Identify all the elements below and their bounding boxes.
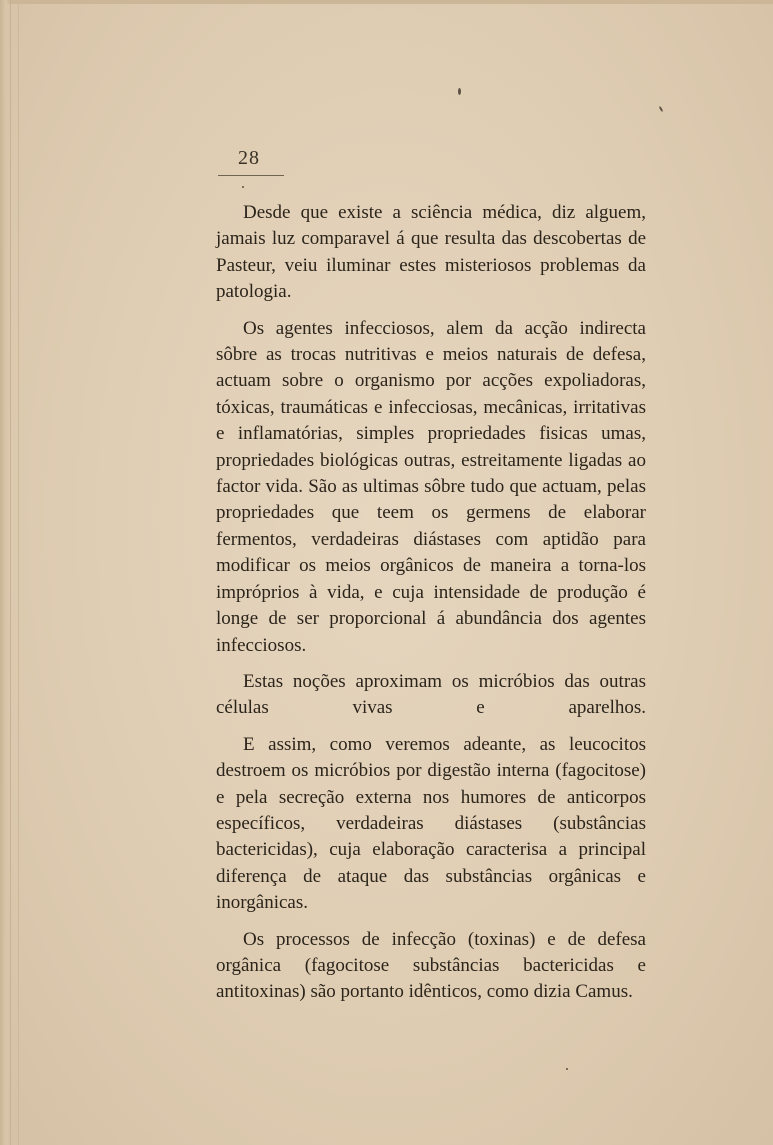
page-binding-edge xyxy=(0,0,11,1145)
ink-speck xyxy=(242,186,244,188)
page-top-edge xyxy=(0,0,773,4)
ink-speck xyxy=(566,1068,568,1070)
paragraph: Os processos de infecção (toxinas) e de defesa orgânica (fagocitose substâncias bactericidas e antitoxinas) são portanto idênticos, como dizia Camus. xyxy=(216,928,646,1003)
paragraph: Os agentes infecciosos, alem da acção indirecta sôbre as trocas nutritivas e meios naturais de defesa, actuam sobre o organismo por acções expoliadoras, tóxicas, traumáticas e infecciosas, mecânicas, irritativas e inflamatórias, simples propriedades fisicas umas, propriedades biológicas outras, estreitamente ligadas ao factor vida. São as ultimas sôbre tudo que actuam, pelas propriedades que teem os germens de elaborar fermentos, verdadeiras diástases com aptidão para modificar os meios orgânicos de maneira a torna-los impróprios à vida, e cuja intensidade de produção é longe de ser proporcional á abundância dos agentes infecciosos. xyxy=(216,317,646,656)
body-text xyxy=(216,200,646,1016)
paragraph: E assim, como veremos adeante, as leucocitos destroem os micróbios por digestão interna (fagocitose) e pela secreção externa nos humores de anticorpos específicos, verdadeiras diástases (substâncias bactericidas), cuja elaboração caracterisa a principal diferença de ataque das substâncias orgânicas e inorgânicas. xyxy=(216,733,646,914)
page-number: 28 xyxy=(238,147,260,169)
ink-speck xyxy=(659,106,664,112)
paragraph: Desde que existe a sciência médica, diz alguem, jamais luz comparavel á que resulta das descobertas de Pasteur, veiu iluminar estes misteriosos problemas da patologia. xyxy=(216,202,646,303)
paragraph: Estas noções aproximam os micróbios das outras células vivas e aparelhos. xyxy=(216,670,646,719)
ink-speck xyxy=(458,88,461,95)
page-number-rule xyxy=(218,175,284,176)
